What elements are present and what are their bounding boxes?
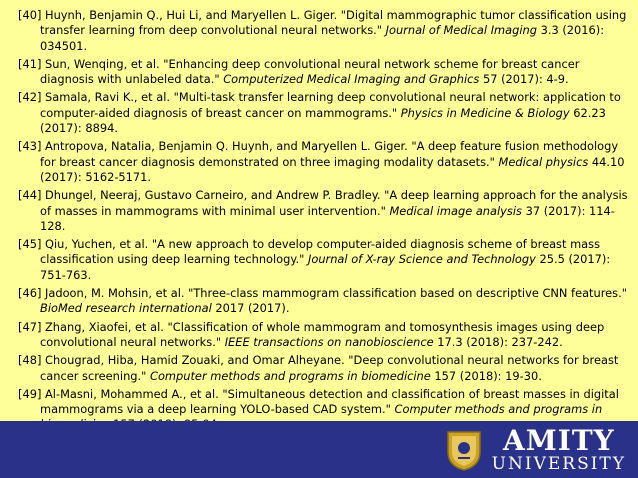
reference-text: [49] Al-Masni, Mohammed A., et al. "Simultaneous detection and classification of breast masses in digital mammograms via a deep learning YOLO-based CAD system." bbox=[18, 386, 619, 417]
reference-journal: Computer methods and programs in bbox=[394, 402, 603, 417]
reference-citation: 25.5 (2017): 751-763. bbox=[40, 252, 611, 282]
reference-citation: 17.3 (2018): 237-242. bbox=[433, 334, 563, 349]
reference-citation: 2017 (2017). bbox=[211, 301, 290, 316]
reference-text: [46] Jadoon, M. Mohsin, et al. "Three-class mammogram classification based on descriptive CNN features." bbox=[18, 286, 627, 301]
brand-subtitle: UNIVERSITY bbox=[491, 454, 626, 474]
reference-text: [48] Chougrad, Hiba, Hamid Zouaki, and Omar Alheyane. "Deep convolutional neural networks for breast cancer screening." bbox=[18, 353, 619, 383]
reference-text: [45] Qiu, Yuchen, et al. "A new approach to develop computer-aided diagnosis scheme of breast mass classification using deep learning technology." bbox=[18, 237, 601, 267]
reference-item bbox=[18, 237, 630, 283]
reference-text: [43] Antropova, Natalia, Benjamin Q. Huynh, and Maryellen L. Giger. "A deep feature fusion methodology for breast cancer diagnosis demonstrated on three imaging modality datasets." bbox=[18, 139, 619, 169]
reference-citation: 37 (2017): 114-128. bbox=[40, 203, 615, 233]
reference-item bbox=[18, 353, 630, 384]
reference-journal: BioMed research international bbox=[40, 301, 212, 316]
reference-citation: 3.3 (2016): 034501. bbox=[40, 23, 605, 53]
reference-item bbox=[18, 188, 630, 234]
reference-text: [47] Zhang, Xiaofei, et al. "Classification of whole mammogram and tomosynthesis images using deep convolutional neural networks." bbox=[18, 319, 605, 349]
reference-item bbox=[18, 57, 630, 88]
reference-item bbox=[18, 90, 630, 136]
reference-journal: Journal of X-ray Science and Technology bbox=[307, 252, 536, 267]
reference-journal: Computer methods and programs in biomedicine bbox=[150, 368, 431, 383]
reference-citation: 57 (2017): 4-9. bbox=[479, 72, 569, 87]
reference-item bbox=[18, 8, 630, 54]
reference-journal: IEEE transactions on nanobioscience bbox=[224, 334, 434, 349]
reference-journal: Journal of Medical Imaging bbox=[385, 23, 537, 38]
reference-journal: Medical image analysis bbox=[389, 203, 522, 218]
amity-logo bbox=[444, 424, 626, 474]
reference-text: [41] Sun, Wenqing, et al. "Enhancing deep convolutional neural network scheme for breast cancer diagnosis with unlabeled data." bbox=[18, 56, 580, 87]
reference-text: [40] Huynh, Benjamin Q., Hui Li, and Maryellen L. Giger. "Digital mammographic tumor classification using transfer learning from deep convolutional neural networks." bbox=[18, 8, 627, 38]
reference-citation: 157 (2018): 19-30. bbox=[430, 368, 542, 383]
reference-journal: Computerized Medical Imaging and Graphics bbox=[223, 72, 480, 87]
reference-text: [42] Samala, Ravi K., et al. "Multi-task transfer learning deep convolutional neural network: application to computer-aided diagnosis of breast cancer on mammograms." bbox=[18, 90, 621, 120]
reference-list bbox=[18, 8, 630, 436]
brand-name: AMITY bbox=[503, 424, 615, 457]
footer-bar bbox=[0, 421, 638, 478]
reference-item bbox=[18, 286, 630, 317]
reference-journal: Medical physics bbox=[498, 154, 589, 169]
amity-crest-icon bbox=[444, 428, 484, 472]
reference-item bbox=[18, 139, 630, 185]
reference-journal: Physics in Medicine & Biology bbox=[400, 105, 570, 120]
reference-citation: 62.23 (2017): 8894. bbox=[40, 105, 606, 136]
reference-citation: 44.10 (2017): 5162-5171. bbox=[40, 154, 625, 184]
reference-item bbox=[18, 320, 630, 351]
reference-text: [44] Dhungel, Neeraj, Gustavo Carneiro, and Andrew P. Bradley. "A deep learning approach for the analysis of masses in mammograms with minimal user intervention." bbox=[18, 188, 628, 218]
